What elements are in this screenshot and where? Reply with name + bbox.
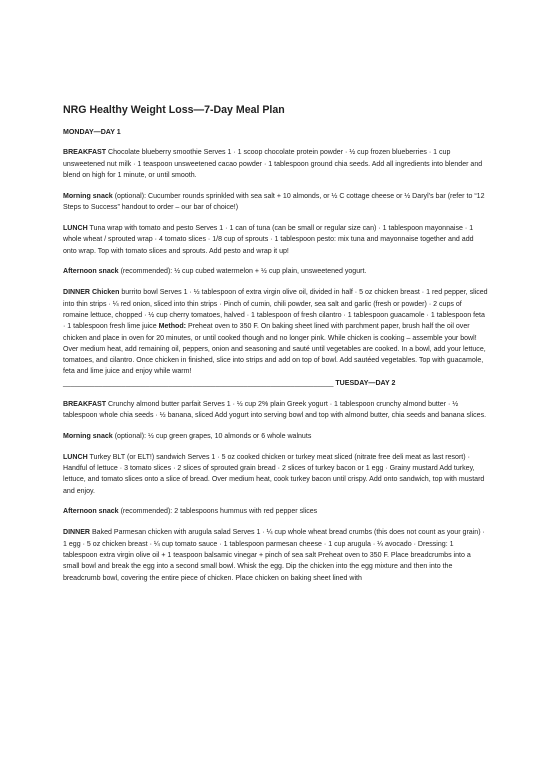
afternoon-snack-text: (recommended): ½ cup cubed watermelon + ½ cup plain, unsweetened yogurt. — [118, 268, 367, 276]
breakfast-text: Crunchy almond butter parfait Serves 1 · ½ cup 2% plain Greek yogurt · 1 tablespoon crunchy almond butter · ½ tablespoon whole chia seeds · ½ banana, sliced Add yogurt into serving bowl and top with almond butter, chia seeds and banana slices. — [63, 400, 487, 419]
divider-rule: _____________________________________________________________________ — [63, 379, 334, 387]
afternoon-snack-text: (recommended): 2 tablespoons hummus with red pepper slices — [118, 508, 318, 516]
day-heading-monday: MONDAY—DAY 1 — [63, 129, 121, 136]
breakfast-text: Chocolate blueberry smoothie Serves 1 · 1 scoop chocolate protein powder · ½ cup frozen blueberries · 1 cup unsweetened nut milk · 1 teaspoon unsweetened cacao powder · 1 tablespoon ground chia seeds. Add all ingredients into blender and blend on high for 1 minute, or until smooth. — [63, 149, 483, 179]
morning-snack-label: Morning snack — [63, 432, 113, 440]
lunch-label: LUNCH — [63, 224, 88, 232]
lunch-text: Turkey BLT (or ELT!) sandwich Serves 1 · 5 oz cooked chicken or turkey meat sliced (nitrate free deli meat as last resort) · Handful of lettuce · 3 tomato slices · 2 slices of sprouted grain bread · 2 slices of turkey bacon or 1 egg · Grainy mustard Add turkey, lettuce, and tomato slices onto a slice of bread. Over medium heat, cook turkey bacon until crispy. Add onto sandwich, top with mustard and enjoy. — [63, 453, 485, 495]
morning-snack-label: Morning snack — [63, 192, 113, 200]
dinner-text: Baked Parmesan chicken with arugula salad Serves 1 · ¼ cup whole wheat bread crumbs (this does not count as your grain) · 1 egg · 5 oz chicken breast · ¼ cup tomato sauce · 1 tablespoon parmesan cheese · 1 cup arugula · ¼ avocado · Dressing: 1 tablespoon extra virgin olive oil + 1 teaspoon balsamic vinegar + pinch of sea salt Preheat oven to 350 F. Place breadcrumbs into a small bowl and break the egg into a second small bowl. Whisk the egg. Dip the chicken into the egg mixture and then into the breadcrumb bowl, covering the entire piece of chicken. Place chicken on baking sheet lined with — [63, 529, 485, 582]
breakfast-day1 — [63, 147, 488, 181]
dinner-day2 — [63, 527, 488, 583]
day-divider — [63, 378, 488, 389]
afternoon-snack-label: Afternoon snack — [63, 268, 119, 276]
afternoon-snack-label: Afternoon snack — [63, 508, 119, 516]
lunch-label: LUNCH — [63, 453, 88, 461]
dinner-text-b: Preheat oven to 350 F. On baking sheet lined with parchment paper, brush half the oil over chicken and place in oven for 20 minutes, or until cooked though and no longer pink. While chicken is cooking – assemble your bowl! Over medium heat, add remaining oil, peppers, onion and seasoning and sauté until vegetables are cooked. In a bowl, add your lettuce, tomatoes, and cilantro. Once chicken in finished, slice into strips and add on top of bowl. Add sautéed vegetables. Top with guacamole, feta and lime juice and enjoy while warm! — [63, 323, 486, 376]
breakfast-day2 — [63, 399, 488, 422]
morning-snack-text: (optional): ½ cup green grapes, 10 almonds or 6 whole walnuts — [112, 432, 312, 440]
lunch-day1 — [63, 223, 488, 257]
afternoon-snack-day1 — [63, 266, 488, 277]
day-heading-tuesday: TUESDAY—DAY 2 — [333, 379, 396, 387]
afternoon-snack-day2 — [63, 506, 488, 517]
document-page — [63, 103, 488, 593]
morning-snack-day1 — [63, 191, 488, 214]
document-title: NRG Healthy Weight Loss—7-Day Meal Plan — [63, 104, 285, 116]
lunch-day2 — [63, 452, 488, 497]
dinner-label: DINNER — [63, 529, 91, 537]
morning-snack-day2 — [63, 431, 488, 442]
breakfast-label: BREAKFAST — [63, 149, 107, 157]
dinner-label: DINNER Chicken — [63, 289, 120, 297]
dinner-text-a: burrito bowl Serves 1 · ½ tablespoon of extra virgin olive oil, divided in half · 5 oz chicken breast · 1 red pepper, sliced into thin strips · ¼ red onion, sliced into thin strips · Pinch of cumin, chili powder, sea salt and garlic (fresh or powder) · 2 cups of romaine lettuce, chopped · ½ cup cherry tomatoes, halved · 1 tablespoon of fresh cilantro · 1 tablespoon guacamole · 1 tablespoon feta · 1 tablespoon fresh lime juice — [63, 289, 488, 331]
dinner-day1 — [63, 287, 488, 377]
morning-snack-text: (optional): Cucumber rounds sprinkled with sea salt + 10 almonds, or ½ C cottage cheese or ½ Daryl’s bar (refer to “12 Steps to Success” handout to order – our bar of choice!) — [63, 192, 485, 212]
method-label: Method: — [158, 323, 186, 331]
lunch-text: Tuna wrap with tomato and pesto Serves 1 · 1 can of tuna (can be small or regular size can) · 1 tablespoon mayonnaise · 1 whole wheat / sprouted wrap · 4 tomato slices · 1/8 cup of sprouts · 1 tablespoon pesto: mix tuna and mayonnaise together and add onto wrap. Top with tomato slices and sprouts. Add pesto and wrap it up! — [63, 224, 474, 255]
breakfast-label: BREAKFAST — [63, 400, 107, 408]
